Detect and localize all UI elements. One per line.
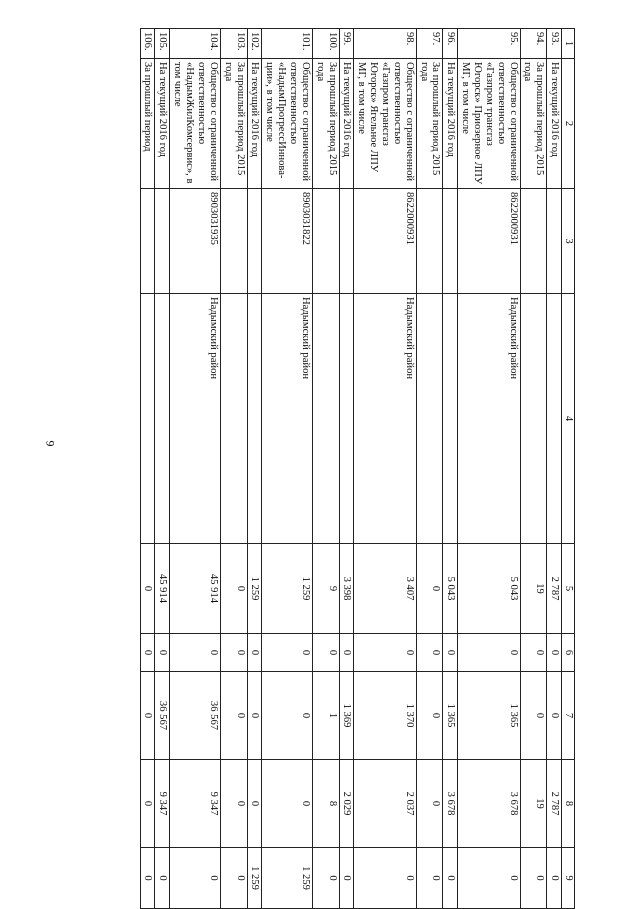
- value-col5: 3 407: [354, 544, 416, 634]
- organization-name: За прошлый период 2015 года: [416, 59, 443, 189]
- rotated-page: [65, 28, 575, 908]
- value-col7: 36 567: [155, 672, 170, 760]
- value-col6: 0: [155, 634, 170, 672]
- value-col5: 9: [312, 544, 339, 634]
- row-number: 106.: [140, 29, 155, 59]
- column-header: 3: [562, 189, 575, 294]
- row-number: 103.: [220, 29, 247, 59]
- inn-code: [416, 189, 443, 294]
- organization-name: За прошлый период: [140, 59, 155, 189]
- row-number: 95.: [458, 29, 520, 59]
- value-col5: 2 787: [547, 544, 562, 634]
- value-col5: 0: [220, 544, 247, 634]
- district-name: Надымский район: [354, 294, 416, 544]
- organization-name: Общество с ограниченной ответственностью «Газпром трансгаз Югорск» Приозерное ЛПУ МГ, в том числе: [458, 59, 520, 189]
- value-col9: 0: [170, 848, 220, 909]
- inn-code: 8622000931: [458, 189, 520, 294]
- value-col7: 1 365: [458, 672, 520, 760]
- value-col7: 0: [247, 672, 262, 760]
- column-header: 8: [562, 760, 575, 848]
- value-col9: 0: [458, 848, 520, 909]
- column-header: 4: [562, 294, 575, 544]
- value-col9: 1 259: [262, 848, 312, 909]
- value-col6: 0: [170, 634, 220, 672]
- value-col9: 0: [354, 848, 416, 909]
- row-number: 93.: [547, 29, 562, 59]
- table-row: [220, 29, 247, 909]
- inn-code: 8903031822: [262, 189, 312, 294]
- value-col7: 0: [547, 672, 562, 760]
- table-row: [262, 29, 312, 909]
- organization-name: На текущий 2016 год: [247, 59, 262, 189]
- inn-code: [547, 189, 562, 294]
- table-row: [339, 29, 354, 909]
- inn-code: [312, 189, 339, 294]
- row-number: 99.: [339, 29, 354, 59]
- header-row: [562, 29, 575, 909]
- row-number: 94.: [520, 29, 547, 59]
- table-row: [155, 29, 170, 909]
- value-col8: 0: [416, 760, 443, 848]
- value-col6: 0: [220, 634, 247, 672]
- organization-name: Общество с ограниченной ответственностью «НадымЖилКомсервис», в том числе: [170, 59, 220, 189]
- table-body: [140, 29, 562, 909]
- value-col5: 5 043: [443, 544, 458, 634]
- inn-code: [339, 189, 354, 294]
- row-number: 102.: [247, 29, 262, 59]
- value-col6: 0: [312, 634, 339, 672]
- row-number: 100.: [312, 29, 339, 59]
- column-header: 2: [562, 59, 575, 189]
- organization-name: Общество с ограниченной ответственностью «НадымПрогрессИннова-ции», в том числе: [262, 59, 312, 189]
- column-header: 1: [562, 29, 575, 59]
- organization-name: За прошлый период 2015 года: [520, 59, 547, 189]
- value-col6: 0: [339, 634, 354, 672]
- district-name: [220, 294, 247, 544]
- value-col8: 0: [247, 760, 262, 848]
- value-col6: 0: [247, 634, 262, 672]
- page-number: 9: [43, 440, 58, 447]
- value-col9: 0: [443, 848, 458, 909]
- district-name: [140, 294, 155, 544]
- value-col6: 0: [140, 634, 155, 672]
- value-col6: 0: [520, 634, 547, 672]
- inn-code: [220, 189, 247, 294]
- row-number: 101.: [262, 29, 312, 59]
- value-col8: 3 678: [443, 760, 458, 848]
- value-col9: 1 259: [247, 848, 262, 909]
- value-col8: 8: [312, 760, 339, 848]
- district-name: [547, 294, 562, 544]
- organization-name: На текущий 2016 год: [547, 59, 562, 189]
- value-col9: 0: [140, 848, 155, 909]
- value-col7: 0: [140, 672, 155, 760]
- district-name: Надымский район: [170, 294, 220, 544]
- column-header: 6: [562, 634, 575, 672]
- value-col7: 0: [520, 672, 547, 760]
- table-row: [247, 29, 262, 909]
- value-col8: 0: [262, 760, 312, 848]
- organization-name: На текущий 2016 год: [443, 59, 458, 189]
- table-row: [354, 29, 416, 909]
- value-col9: 0: [520, 848, 547, 909]
- inn-code: 8903031935: [170, 189, 220, 294]
- value-col6: 0: [262, 634, 312, 672]
- table-row: [416, 29, 443, 909]
- organization-name: За прошлый период 2015 года: [312, 59, 339, 189]
- row-number: 96.: [443, 29, 458, 59]
- value-col5: 0: [140, 544, 155, 634]
- organization-name: На текущий 2016 год: [339, 59, 354, 189]
- value-col8: 19: [520, 760, 547, 848]
- value-col6: 0: [458, 634, 520, 672]
- district-name: [520, 294, 547, 544]
- district-name: Надымский район: [262, 294, 312, 544]
- value-col5: 19: [520, 544, 547, 634]
- district-name: [155, 294, 170, 544]
- value-col8: 2 037: [354, 760, 416, 848]
- district-name: [416, 294, 443, 544]
- table-row: [140, 29, 155, 909]
- row-number: 98.: [354, 29, 416, 59]
- column-header: 5: [562, 544, 575, 634]
- row-number: 97.: [416, 29, 443, 59]
- value-col8: 2 787: [547, 760, 562, 848]
- value-col7: 0: [220, 672, 247, 760]
- value-col8: 2 029: [339, 760, 354, 848]
- data-table: [140, 28, 575, 909]
- organization-name: За прошлый период 2015 года: [220, 59, 247, 189]
- district-name: [339, 294, 354, 544]
- value-col7: 1: [312, 672, 339, 760]
- value-col5: 1 259: [247, 544, 262, 634]
- table-row: [547, 29, 562, 909]
- value-col8: 0: [140, 760, 155, 848]
- value-col7: 1 369: [339, 672, 354, 760]
- value-col6: 0: [547, 634, 562, 672]
- row-number: 104.: [170, 29, 220, 59]
- value-col6: 0: [416, 634, 443, 672]
- organization-name: На текущий 2016 год: [155, 59, 170, 189]
- value-col5: 3 398: [339, 544, 354, 634]
- table-row: [312, 29, 339, 909]
- district-name: [443, 294, 458, 544]
- value-col9: 0: [547, 848, 562, 909]
- value-col8: 3 678: [458, 760, 520, 848]
- value-col6: 0: [443, 634, 458, 672]
- value-col9: 0: [339, 848, 354, 909]
- value-col7: 1 370: [354, 672, 416, 760]
- value-col7: 0: [262, 672, 312, 760]
- district-name: Надымский район: [458, 294, 520, 544]
- value-col5: 45 914: [170, 544, 220, 634]
- table-row: [458, 29, 520, 909]
- value-col7: 0: [416, 672, 443, 760]
- value-col6: 0: [354, 634, 416, 672]
- value-col9: 0: [220, 848, 247, 909]
- value-col5: 45 914: [155, 544, 170, 634]
- district-name: [312, 294, 339, 544]
- district-name: [247, 294, 262, 544]
- value-col8: 9 347: [170, 760, 220, 848]
- row-number: 105.: [155, 29, 170, 59]
- inn-code: 8622000931: [354, 189, 416, 294]
- value-col9: 0: [312, 848, 339, 909]
- value-col5: 1 259: [262, 544, 312, 634]
- organization-name: Общество с ограниченной ответственностью «Газпром трансгаз Югорск» Ягельное ЛПУ МГ, в том числе: [354, 59, 416, 189]
- value-col7: 36 567: [170, 672, 220, 760]
- inn-code: [443, 189, 458, 294]
- table-row: [520, 29, 547, 909]
- value-col5: 0: [416, 544, 443, 634]
- value-col8: 0: [220, 760, 247, 848]
- value-col9: 0: [416, 848, 443, 909]
- value-col5: 5 043: [458, 544, 520, 634]
- value-col9: 0: [155, 848, 170, 909]
- table-row: [443, 29, 458, 909]
- inn-code: [155, 189, 170, 294]
- value-col7: 1 365: [443, 672, 458, 760]
- column-header: 7: [562, 672, 575, 760]
- column-header: 9: [562, 848, 575, 909]
- value-col8: 9 347: [155, 760, 170, 848]
- inn-code: [520, 189, 547, 294]
- inn-code: [247, 189, 262, 294]
- table-row: [170, 29, 220, 909]
- inn-code: [140, 189, 155, 294]
